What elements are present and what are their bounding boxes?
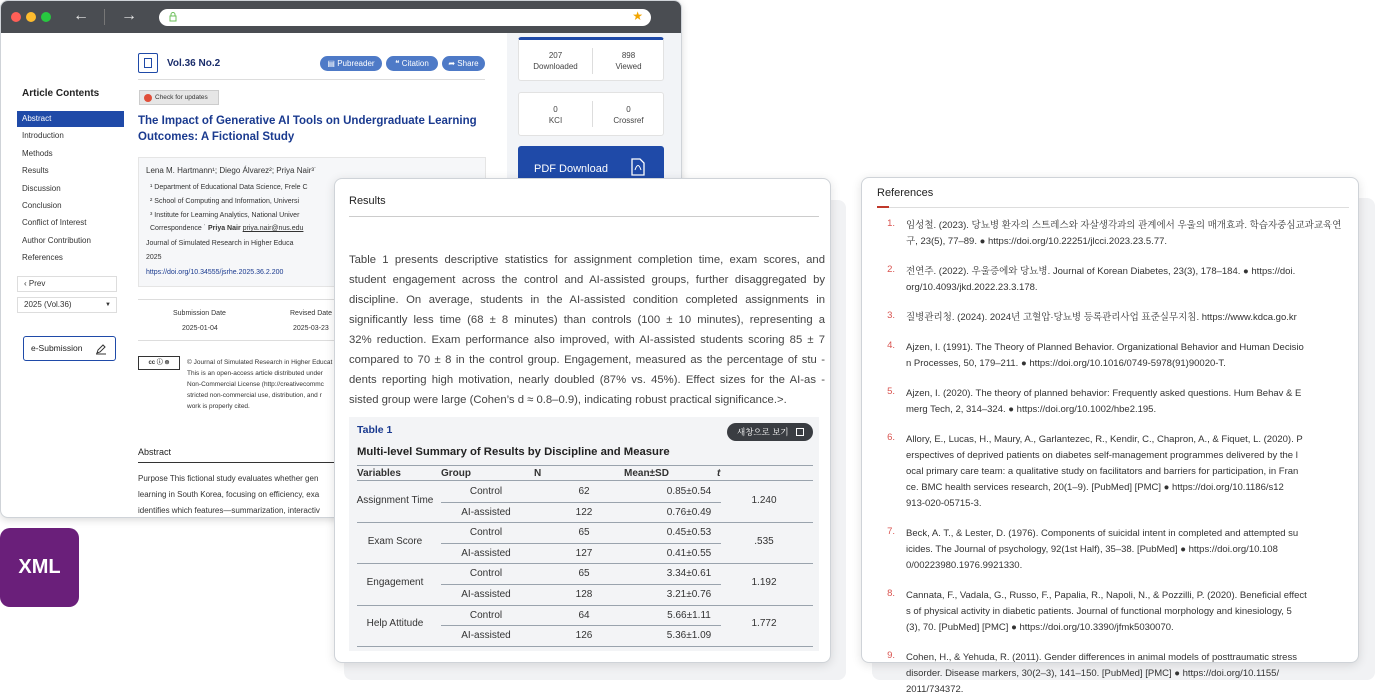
license-line: stricted non-commercial use, distribution, and r [187,392,322,399]
toolbar-divider [104,9,105,25]
table-row-rule [357,522,813,523]
references-heading: References [877,187,934,199]
results-paragraph-line: compared to 70 ± 8 in the control group. Engagement, measured as the percentage of stu - [349,354,825,366]
results-paragraph-line: dents reporting high motivation, nearly doubled (87% vs. 45%). Effect sizes for the AI-as - [349,374,825,386]
table-top-rule [357,465,813,466]
nav-item-methods[interactable]: Methods [22,148,53,158]
downloads-views-box [518,37,664,81]
maximize-window-button[interactable] [41,12,51,22]
table-group-cell: AI-assisted [461,506,511,518]
nav-item-references[interactable]: References [22,253,63,263]
citation-button[interactable]: ❝ Citation [386,56,438,71]
table-variable-cell: Assignment Time [356,494,434,506]
affiliation-2: ² School of Computing and Information, Universi [150,198,300,205]
reference-number: 9. [887,650,895,661]
reference-line[interactable]: 질병관리청. (2024). 2024년 고혈압·당뇨병 등록관리사업 표준실무지침. https://www.kdca.go.kr [906,312,1297,323]
table-mean-cell: 5.36±1.09 [666,630,712,642]
reference-line[interactable]: Ajzen, I. (2020). The theory of planned behavior: Frequently asked questions. Hum Behav & E [906,388,1302,399]
table-row-rule [357,563,813,564]
citations-box [518,92,664,136]
reference-line[interactable]: disorder. Disease markers, 30(2–3), 141–150. [PubMed] [PMC] ● https://doi.org/10.1155/ [906,668,1280,679]
publication-year: 2025 [146,254,162,261]
results-paragraph-line: student engagement across the control and AI-assisted groups, further disaggregated by [349,274,825,286]
pdf-download-label: PDF Download [534,163,608,175]
abstract-underline [138,462,338,463]
table-mean-cell: 3.34±0.61 [666,568,712,580]
reference-line[interactable]: Cannata, F., Vadala, G., Russo, F., Papalia, R., Napoli, N., & Pozzilli, P. (2020). Beneficial effect [906,590,1307,601]
correspondence-label: Correspondence ˙ [150,225,207,232]
table-group-cell: Control [469,486,503,497]
nav-item-introduction[interactable]: Introduction [22,131,64,141]
results-card [334,178,831,663]
table-group-cell: AI-assisted [461,547,511,559]
reference-line[interactable]: 전연주. (2022). 우울증에와 당뇨병. Journal of Korean Diabetes, 23(3), 178–184. ● https://doi. [906,266,1296,277]
table-group-cell: AI-assisted [461,630,511,642]
table-header-2: N [534,468,542,479]
viewed-label: Viewed [615,62,642,71]
table-n-cell: 62 [578,486,590,497]
table-group-cell: Control [469,609,503,621]
submission-date-label: Submission Date [173,310,226,317]
abstract-line: identifies which features—summarization, interactiv [138,506,320,515]
table-variable-cell: Exam Score [367,535,423,547]
table-group-cell: Control [469,568,503,580]
article-doi-link[interactable]: https://doi.org/10.34555/jsrhe.2025.36.2.200 [146,269,284,276]
affiliation-3: ³ Institute for Learning Analytics, National Univer [150,212,300,219]
reference-line[interactable]: Ajzen, I. (1991). The Theory of Planned Behavior. Organizational Behavior and Human Decisio [906,342,1304,353]
table-n-cell: 65 [578,568,590,580]
article-title-line-2: Outcomes: A Fictional Study [138,131,295,143]
table-t-cell: 1.772 [751,618,777,630]
license-text [187,357,332,412]
cc-license-logo: cc ⓘ ⊜ [138,356,180,370]
table-n-cell: 127 [575,547,593,559]
share-button[interactable]: ➦ Share [442,56,485,71]
table-mean-cell: 0.45±0.53 [666,527,712,539]
abstract-line: learning in South Korea, focusing on efficiency, exa [138,490,320,499]
minimize-window-button[interactable] [26,12,36,22]
reference-line[interactable]: n Processes, 50, 179–211. ● https://doi.org/10.1016/0749-5978(91)90020-T. [906,358,1226,369]
crossref-count: 0 [626,105,631,114]
nav-item-author-contribution[interactable]: Author Contribution [22,235,91,245]
reference-line[interactable]: 구, 23(5), 77–89. ● https://doi.org/10.22251/jlcci.2023.23.5.77. [906,236,1168,247]
crossref-label: Crossref [613,116,644,125]
authors: Lena M. Hartmann¹; Diego Álvarez²; Priya Nair³˙ [146,166,317,175]
table-mean-cell: 0.76±0.49 [666,506,712,518]
reference-line[interactable]: (3), 70. [PubMed] [PMC] ● https://doi.org/10.3390/jfmk5030070. [906,622,1174,633]
table-mean-cell: 0.41±0.55 [666,547,712,559]
prev-label: Prev [28,279,46,288]
reference-number: 8. [887,588,895,599]
header-divider [138,79,485,80]
crossmark-icon [144,94,152,102]
journal-name: Journal of Simulated Research in Higher Educa [146,240,294,247]
reference-number: 4. [887,340,895,351]
table-t-cell: 1.192 [751,577,777,588]
article-title-line-1: The Impact of Generative AI Tools on Undergraduate Learning [138,115,477,127]
reference-line[interactable]: 913-020-05715-3. [906,498,982,509]
table-row-rule [357,646,813,647]
table-n-cell: 64 [578,609,590,621]
open-new-window-label: 새창으로 보기 [737,427,789,437]
nav-item-conflict-of-interest[interactable]: Conflict of Interest [22,218,87,228]
correspondence-name: Priya Nair [207,225,241,232]
reference-number: 3. [887,310,895,321]
reference-number: 5. [887,386,895,397]
reference-number: 6. [887,432,895,443]
table-variable-cell: Help Attitude [366,618,424,630]
table-variable-cell: Engagement [366,577,424,588]
table-header-1: Group [441,468,471,479]
table-group-cell: Control [469,527,503,539]
reference-line[interactable]: erspectives of deprived patients on diabetes self-management programmes delivered by the l [906,450,1298,461]
table-n-cell: 122 [575,506,593,518]
license-line: work is properly cited. [187,403,250,410]
table-header-3: Mean±SD [624,468,669,479]
kci-count: 0 [553,105,558,114]
reference-number: 7. [887,526,895,537]
abstract-text [138,471,320,518]
journal-cover-icon [138,53,158,73]
article-contents-title: Article Contents [22,88,100,99]
viewed-count: 898 [621,51,636,60]
table-n-cell: 128 [575,589,593,600]
table-1-container [349,417,819,651]
reference-line[interactable]: ce. BMC health services research, 20(1–9). [PubMed] [PMC] ● https://doi.org/10.1186/s12 [906,482,1284,493]
reference-line[interactable]: Beck, A. T., & Lester, D. (1976). Components of suicidal intent in completed and attempted su [906,528,1299,539]
kci-label: KCI [548,116,563,125]
results-heading-divider [349,216,819,217]
prev-button[interactable]: ‹ Prev [17,276,117,292]
xml-badge[interactable]: XML [0,528,79,607]
table-header-0: Variables [357,468,401,479]
table-header-rule [357,480,813,481]
references-divider [877,207,1349,208]
nav-item-abstract[interactable]: Abstract [17,111,124,127]
table-n-cell: 126 [575,630,593,642]
reference-line[interactable]: ocal primary care team: a qualitative study on facilitators and barriers for participation, in Fran [906,466,1299,477]
pdf-file-icon [631,158,645,176]
results-paragraph-line: Table 1 presents descriptive statistics for assignment completion time, exam scores, and [349,254,825,266]
license-line: Non-Commercial License (http://creativecommc [187,381,324,388]
nav-item-conclusion[interactable]: Conclusion [22,201,62,210]
address-bar[interactable] [159,9,651,26]
table-inner-rule [441,625,721,626]
volume-issue: Vol.36 No.2 [167,58,221,69]
bookmark-star-icon[interactable]: ★ [632,9,643,23]
table-title: Multi-level Summary of Results by Discipline and Measure [357,446,670,458]
table-inner-rule [441,502,721,503]
e-submission-button[interactable] [23,336,116,361]
e-submission-label: e-Submission [31,343,83,353]
results-paragraph-line: significantly less time (68 ± 8 minutes) than controls (100 ± 10 minutes), representing a [349,314,825,326]
table-group-cell: AI-assisted [461,589,511,600]
open-new-window-button[interactable] [727,423,813,441]
results-paragraph-line: sisted group were large (Cohen’s d ≈ 0.8–0.9), indicating robust practical significance.>. [349,394,787,406]
reference-line[interactable]: icides. The Journal of psychology, 92(1st Half), 35–38. [PubMed] ● https://doi.org/10.108 [906,544,1278,555]
table-mean-cell: 5.66±1.11 [667,609,711,621]
nav-item-results[interactable]: Results [22,166,49,176]
correspondence [150,225,303,232]
affiliation-1: ¹ Department of Educational Data Science, Frele C [150,184,308,191]
correspondence-email-link[interactable]: priya.nair@nus.edu [242,225,304,232]
table-header-4: t [717,468,721,479]
pubreader-label: Pubreader [337,59,375,68]
reference-line[interactable]: org/10.4093/jkd.2022.23.3.178. [906,282,1038,293]
reference-number: 2. [887,264,895,275]
table-row-rule [357,605,813,606]
volume-select-value: 2025 (Vol.36) [24,300,72,309]
references-card [861,177,1359,695]
check-updates-label: Check for updates [155,94,208,101]
citation-label: Citation [401,59,429,68]
table-label: Table 1 [357,424,393,436]
chevron-down-icon: ▼ [105,302,111,308]
results-heading: Results [349,195,386,207]
license-line: © Journal of Simulated Research in Higher Educat [187,359,333,366]
results-paragraph-line: 32% reduction. Exam performance also improved, with AI-assisted students scoring 85 ± 7 [349,334,825,346]
references-accent [877,206,889,208]
nav-item-discussion[interactable]: Discussion [22,183,61,193]
reference-line[interactable]: 0/00223980.1976.9921330. [906,560,1023,571]
reference-number: 1. [887,218,895,229]
share-label: Share [457,59,479,68]
table-mean-cell: 3.21±0.76 [666,589,712,600]
reference-line[interactable]: merg Tech, 2, 314–324. ● https://doi.org/10.1002/hbe2.195. [906,404,1157,415]
revised-date: 2025-03-23 [293,325,329,332]
forward-arrow-icon[interactable]: → [121,7,137,24]
pencil-edit-icon [95,343,107,355]
table-n-cell: 65 [578,527,590,539]
reference-line[interactable]: s of physical activity in diabetic patients. Journal of functional morphology and kinesiology, 5 [906,606,1292,617]
downloaded-label: Downloaded [533,62,578,71]
downloaded-count: 207 [548,51,563,60]
close-window-button[interactable] [11,12,21,22]
results-paragraph [349,250,825,410]
results-paragraph-line: discipline. On average, students in the AI-assisted condition completed assignments in [349,294,825,306]
reference-line[interactable]: Cohen, H., & Yehuda, R. (2011). Gender differences in animal models of posttraumatic stress [906,652,1297,663]
reference-line[interactable]: Allory, E., Lucas, H., Maury, A., Garlantezec, R., Kendir, C., Chapron, A., & Fiquet, L. (2020). P [906,434,1303,445]
back-arrow-icon[interactable]: ← [73,7,89,24]
abstract-heading: Abstract [138,447,172,457]
reference-line[interactable]: 임성철. (2023). 당뇨병 환자의 스트레스와 자살생각과의 관계에서 우울의 매개효과. 학습자중심교과교육연 [906,220,1342,231]
lock-icon [169,12,177,22]
table-t-cell: .535 [754,535,774,547]
browser-toolbar [1,1,682,33]
submission-date: 2025-01-04 [182,325,218,332]
table-mean-cell: 0.85±0.54 [666,486,712,497]
abstract-line: Purpose This fictional study evaluates whether gen [138,474,319,483]
table-inner-rule [441,584,721,585]
table-inner-rule [441,543,721,544]
license-line: This is an open-access article distributed under [187,370,323,377]
table-t-cell: 1.240 [751,494,777,506]
article-title [138,113,477,145]
check-for-updates-button[interactable] [139,90,219,105]
pubreader-button[interactable]: ▤ Pubreader [320,56,382,71]
affiliations [150,181,308,223]
reference-line[interactable]: 2011/734372. [906,684,964,695]
volume-select[interactable] [17,297,117,313]
revised-date-label: Revised Date [290,310,333,317]
external-window-icon [796,428,804,436]
